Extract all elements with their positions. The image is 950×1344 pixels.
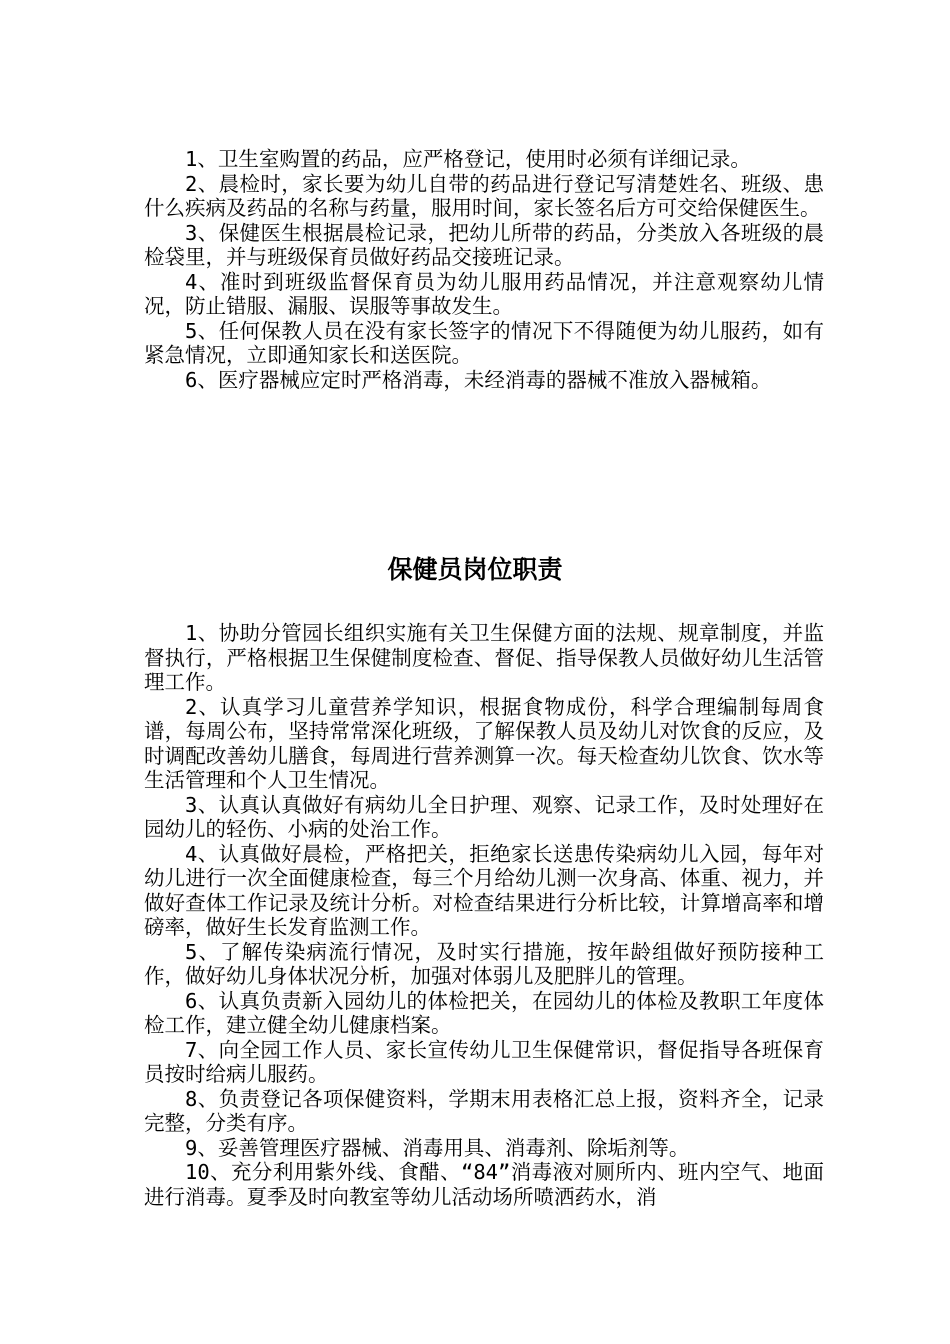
medicine-rule-6: 6、医疗器械应定时严格消毒，未经消毒的器械不准放入器械箱。: [185, 367, 772, 392]
duty-item-2: 2、认真学习儿童营养学知识，根据食物成份，科学合理编制每周食谱，每周公布，坚持常常深化班级，了解保教人员及幼儿对饮食的反应，及时调配改善幼儿膳食，每周进行营养测算一次。每天检查幼儿饮食、饮水等生活管理和个人卫生情况。: [144, 694, 824, 792]
medicine-rule-1: 1、卫生室购置的药品，应严格登记，使用时必须有详细记录。: [185, 147, 751, 171]
medicine-rule-3: 3、保健医生根据晨检记录，把幼儿所带的药品，分类放入各班级的晨检袋里，并与班级保育员做好药品交接班记录。: [144, 220, 824, 269]
duty-item-10: 10、充分利用紫外线、食醋、“84”消毒液对厕所内、班内空气、地面进行消毒。夏季及时向教室等幼儿活动场所喷洒药水，消: [144, 1160, 824, 1209]
medicine-rules-section: [144, 147, 824, 392]
duty-item-8: 8、负责登记各项保健资料，学期末用表格汇总上报，资料齐全，记录完整，分类有序。: [144, 1086, 824, 1135]
medicine-rule-4: 4、准时到班级监督保育员为幼儿服用药品情况，并注意观察幼儿情况，防止错服、漏服、误服等事故发生。: [144, 269, 824, 318]
medicine-rule-5: 5、任何保教人员在没有家长签字的情况下不得随便为幼儿服药，如有紧急情况，立即通知家长和送医院。: [144, 318, 824, 367]
duty-item-1: 1、协助分管园长组织实施有关卫生保健方面的法规、规章制度，并监督执行，严格根据卫生保健制度检查、督促、指导保教人员做好幼儿生活管理工作。: [144, 621, 824, 694]
duty-item-4: 4、认真做好晨检，严格把关，拒绝家长送患传染病幼儿入园，每年对幼儿进行一次全面健康检查，每三个月给幼儿测一次身高、体重、视力，并做好查体工作记录及统计分析。对检查结果进行分析比较，计算增高率和增磅率，做好生长发育监测工作。: [144, 841, 824, 939]
duty-item-9: 9、妥善管理医疗器械、消毒用具、消毒剂、除垢剂等。: [185, 1135, 690, 1160]
duty-item-3: 3、认真认真做好有病幼儿全日护理、观察、记录工作，及时处理好在园幼儿的轻伤、小病的处治工作。: [144, 792, 824, 841]
health-staff-duties-section: [144, 621, 824, 1209]
duty-item-6: 6、认真负责新入园幼儿的体检把关，在园幼儿的体检及教职工年度体检工作，建立健全幼儿健康档案。: [144, 988, 824, 1037]
duty-item-5: 5、了解传染病流行情况，及时实行措施，按年龄组做好预防接种工作，做好幼儿身体状况分析，加强对体弱儿及肥胖儿的管理。: [144, 939, 824, 988]
duty-item-7: 7、向全园工作人员、家长宣传幼儿卫生保健常识，督促指导各班保育员按时给病儿服药。: [144, 1037, 824, 1086]
medicine-rule-2: 2、晨检时，家长要为幼儿自带的药品进行登记写清楚姓名、班级、患什么疾病及药品的名称与药量，服用时间，家长签名后方可交给保健医生。: [144, 171, 824, 220]
section-title: 保健员岗位职责: [387, 555, 563, 584]
